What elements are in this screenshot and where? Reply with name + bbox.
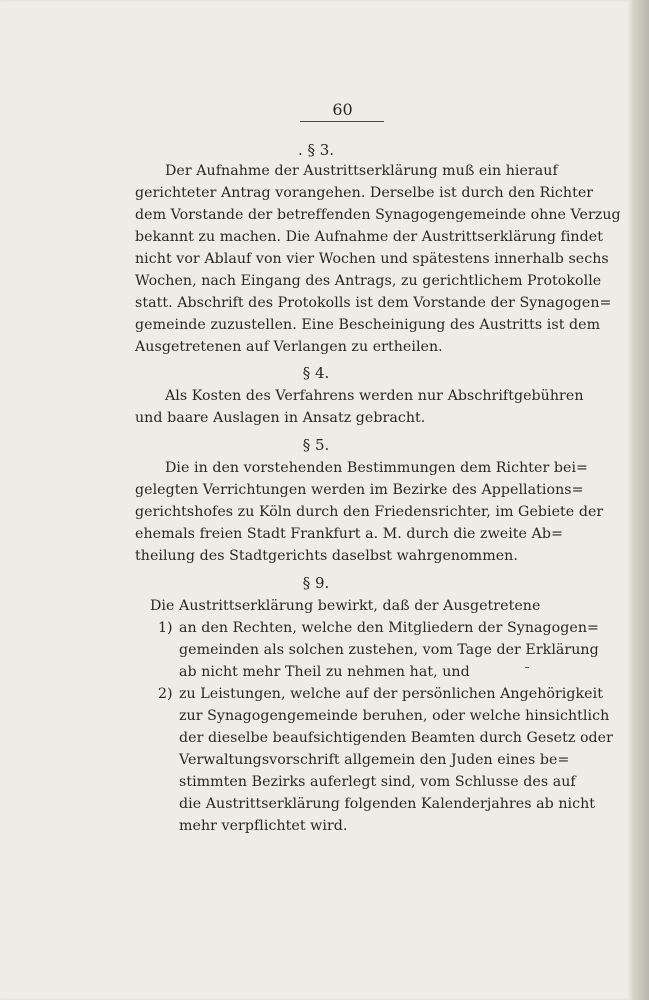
paragraph-line: gerichtshofes zu Köln durch den Friedensrichter, im Gebiete der [135,504,604,520]
paragraph-line: theilung des Stadtgerichts daselbst wahrgenommen. [135,548,518,564]
paragraph-line: Die Austrittserklärung bewirkt, daß der Ausgetretene [150,598,541,614]
list-item-line: an den Rechten, welche den Mitgliedern der Synagogen= [179,620,599,636]
section-heading-3: . § 3. [297,141,335,159]
section-5-paragraph [135,457,604,567]
list-item-line: mehr verpflichtet wird. [179,818,348,834]
page-number: 60 [332,100,353,119]
list-item-line: ab nicht mehr Theil zu nehmen hat, und [179,664,470,680]
paragraph-line: nicht vor Ablauf von vier Wochen und spätestens innerhalb sechs [135,251,609,267]
paragraph-line: gerichteter Antrag vorangehen. Derselbe ist durch den Richter [135,185,594,201]
section-9-intro [150,595,541,617]
paragraph-line: gemeinde zuzustellen. Eine Bescheinigung des Austritts ist dem [135,317,601,333]
list-item-line: zur Synagogengemeinde beruhen, oder welche hinsichtlich [179,708,610,724]
paragraph-line: statt. Abschrift des Protokolls ist dem Vorstande der Synagogen= [135,295,612,311]
list-item-line: stimmten Bezirks auferlegt sind, vom Schlusse des auf [179,774,576,790]
header-rule [300,121,384,122]
list-item-1 [179,617,599,683]
list-marker-2: 2) [158,686,173,702]
paragraph-line: gelegten Verrichtungen werden im Bezirke des Appellations= [135,482,584,498]
paragraph-line: Wochen, nach Eingang des Antrags, zu gerichtlichem Protokolle [135,273,602,289]
list-marker-1: 1) [158,620,173,636]
print-mark [525,667,529,668]
section-4-paragraph [135,385,584,429]
page-edge [632,0,649,1000]
list-item-line: gemeinden als solchen zustehen, vom Tage der Erklärung [179,642,599,658]
list-item-line: der dieselbe beaufsichtigenden Beamten durch Gesetz oder [179,730,613,746]
section-3-paragraph [135,160,621,358]
section-heading-4: § 4. [302,364,330,382]
paragraph-line: Ausgetretenen auf Verlangen zu ertheilen. [135,339,443,355]
list-item-line: zu Leistungen, welche auf der persönlichen Angehörigkeit [179,686,603,702]
section-heading-5: § 5. [302,436,330,454]
list-item-2 [179,683,613,837]
paragraph-line: ehemals freien Stadt Frankfurt a. M. durch die zweite Ab= [135,526,563,542]
paragraph-line: Die in den vorstehenden Bestimmungen dem Richter bei= [165,460,588,476]
paragraph-line: Als Kosten des Verfahrens werden nur Abschriftgebühren [165,388,584,404]
section-heading-9: § 9. [302,574,330,592]
paragraph-line: und baare Auslagen in Ansatz gebracht. [135,410,426,426]
paragraph-line: bekannt zu machen. Die Aufnahme der Austrittserklärung findet [135,229,603,245]
paragraph-line: dem Vorstande der betreffenden Synagogengemeinde ohne Verzug [135,207,621,223]
list-item-line: die Austrittserklärung folgenden Kalenderjahres ab nicht [179,796,596,812]
paragraph-line: Der Aufnahme der Austrittserklärung muß ein hierauf [165,163,558,179]
list-item-line: Verwaltungsvorschrift allgemein den Juden eines be= [179,752,570,768]
